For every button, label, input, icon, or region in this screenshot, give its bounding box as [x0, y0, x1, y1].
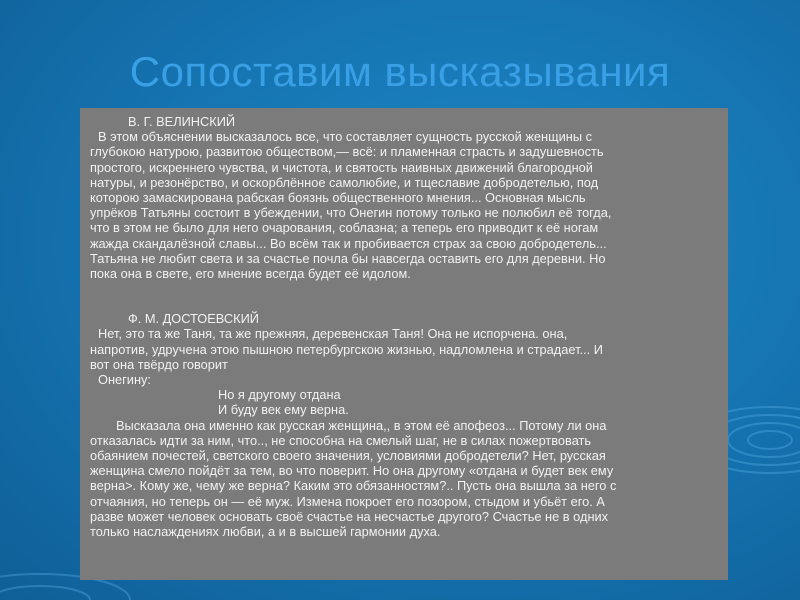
dostoevsky-line-3: вот она твёрдо говорит: [90, 356, 228, 372]
dostoevsky-author: Ф. М. ДОСТОЕВСКИЙ: [128, 311, 259, 327]
belinsky-line-5: которою замаскирована рабская боязнь общественного мнения... Основная мысль: [90, 190, 586, 206]
quote-line-1: Но я другому отдана: [218, 387, 341, 403]
belinsky-line-3: простого, искреннего чувства, и чистота, и святость наивных движений благородной: [90, 159, 593, 175]
dostoevsky-addressee: Онегину:: [98, 372, 151, 388]
belinsky-line-10: пока она в свете, его мнение всегда будет её идолом.: [90, 266, 411, 282]
slide-title: Сопоставим высказывания: [129, 48, 671, 95]
closing-line-4: женщина смело пойдёт за тем, во что поверит. Но она другому «отдана и будет век ему: [90, 463, 614, 479]
belinsky-line-4: натуры, и резонёрство, и оскорблённое самолюбие, и тщеславие добродетелью, под: [90, 174, 599, 190]
belinsky-author: В. Г. ВЕЛИНСКИЙ: [128, 114, 236, 129]
closing-line-6: отчаяния, но теперь он — её муж. Измена покроет его позором, стыдом и убьёт его. А: [90, 493, 605, 509]
belinsky-line-8: жажда скандалёзной славы... Во всём так и пробивается страх за свою добродетель...: [90, 235, 607, 251]
belinsky-line-9: Татьяна не любит света и за счастье почла бы навсегда оставить его для деревни. Но: [90, 250, 606, 266]
closing-line-2: отказалась идти за ним, что.., не способна на смелый шаг, не в силах пожертвовать: [90, 432, 592, 448]
closing-line-7: разве может человек основать своё счастье на несчастье другого? Счастье не в одних: [90, 508, 609, 524]
closing-line-3: обаянием почестей, светского своего значения, условиями добродетели? Нет, русская: [90, 448, 606, 464]
quote-line-2: И буду век ему верна.: [218, 402, 349, 418]
section-gap: [90, 281, 722, 311]
belinsky-line-6: упрёков Татьяны состоит в убеждении, что Онегин потому только не полюбил её тогда,: [90, 205, 612, 221]
closing-line-1: Высказала она именно как русская женщина,, в этом её апофеоз... Потому ли она: [116, 417, 607, 433]
closing-line-8: только наслаждениях любви, а и в высшей гармонии духа.: [90, 524, 441, 540]
belinsky-line-1: В этом объяснении высказалось все, что составляет сущность русской женщины с: [98, 129, 593, 145]
dostoevsky-line-2: напротив, удручена этою пышною петербургскою жизнью, надломлена и страдает... И: [90, 341, 603, 357]
belinsky-line-7: что в этом не было для него очарования, соблазна; а теперь его приводит к её ногам: [90, 220, 599, 236]
text-body: [90, 114, 722, 539]
closing-line-5: верна>. Кому же, чему же верна? Каким это обязанностям?.. Пусть она вышла за него с: [90, 478, 617, 494]
dostoevsky-line-1: Нет, это та же Таня, та же прежняя, деревенская Таня! Она не испорчена. она,: [98, 326, 568, 342]
belinsky-line-2: глубокою натурою, развитою обществом,— всё: и пламенная страсть и задушевность: [90, 144, 604, 160]
